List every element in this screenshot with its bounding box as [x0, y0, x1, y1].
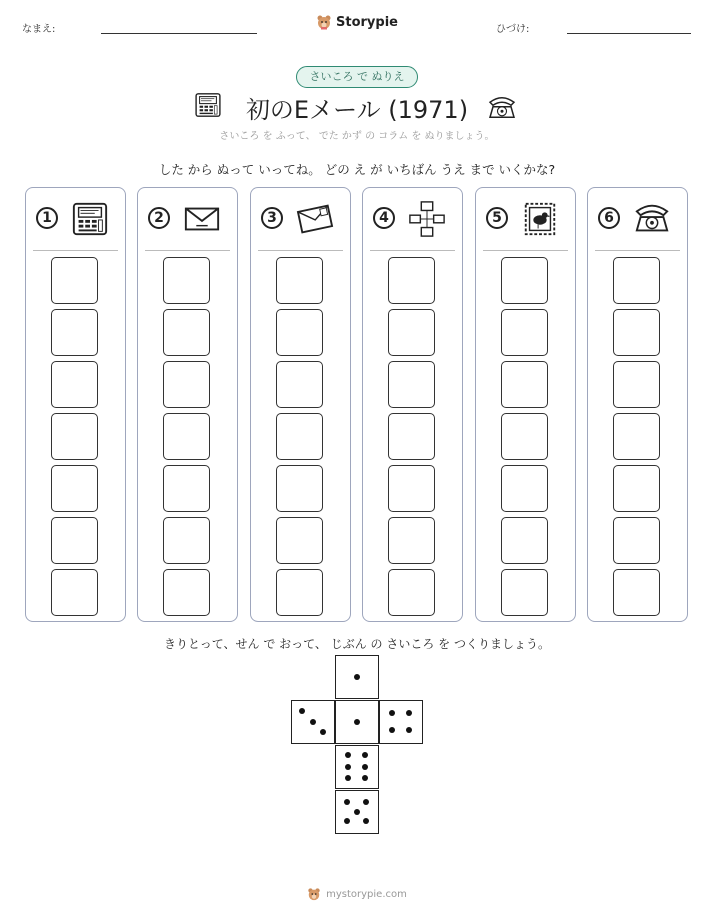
die-pip: [345, 764, 351, 770]
coloring-cell[interactable]: [276, 257, 323, 304]
column-2: [137, 187, 238, 622]
instruction-text: した から ぬって いってね。 どの え が いちばん うえ まで いくかな?: [158, 162, 556, 177]
coloring-cell[interactable]: [51, 517, 98, 564]
coloring-cell[interactable]: [501, 309, 548, 356]
die-pip: [363, 818, 369, 824]
die-pip: [406, 727, 412, 733]
die-pip: [310, 719, 316, 725]
die-pip: [363, 799, 369, 805]
coloring-cell[interactable]: [163, 361, 210, 408]
coloring-cell[interactable]: [163, 569, 210, 616]
coloring-cell[interactable]: [501, 361, 548, 408]
cut-instruction: きりとって、せん で おって、 じぶん の さいころ を つくりましょう。: [164, 637, 550, 651]
column-4: [362, 187, 463, 622]
die-face-5: [335, 790, 379, 834]
coloring-cell[interactable]: [613, 465, 660, 512]
die-pip: [406, 710, 412, 716]
coloring-cell[interactable]: [388, 517, 435, 564]
coloring-cell[interactable]: [51, 309, 98, 356]
column-number: 5: [486, 207, 508, 229]
coloring-cell[interactable]: [501, 257, 548, 304]
column-divider: [145, 250, 230, 251]
bear-mascot-icon: [307, 887, 321, 901]
footer-url[interactable]: mystorypie.com: [326, 888, 407, 900]
column-number: 3: [261, 207, 283, 229]
envelope-icon: [182, 200, 222, 238]
network-computers-icon: [407, 200, 447, 238]
die-pip: [354, 674, 360, 680]
coloring-cell[interactable]: [276, 309, 323, 356]
coloring-cell[interactable]: [501, 413, 548, 460]
rotary-phone-icon: [632, 200, 672, 238]
coloring-cell[interactable]: [276, 517, 323, 564]
coloring-cell[interactable]: [51, 361, 98, 408]
bird-postage-stamp-icon: [520, 200, 560, 238]
die-pip: [354, 719, 360, 725]
column-divider: [483, 250, 568, 251]
die-pip: [320, 729, 326, 735]
column-divider: [258, 250, 343, 251]
coloring-cell[interactable]: [163, 257, 210, 304]
coloring-cell[interactable]: [501, 465, 548, 512]
coloring-cell[interactable]: [388, 465, 435, 512]
die-pip: [345, 775, 351, 781]
coloring-cell[interactable]: [51, 257, 98, 304]
die-pip: [344, 799, 350, 805]
column-5: [475, 187, 576, 622]
die-face-3: [291, 700, 335, 744]
column-number: 2: [148, 207, 170, 229]
subtitle: さいころ を ふって、 でた かず の コラム を ぬりましょう。: [219, 131, 495, 142]
coloring-cell[interactable]: [51, 465, 98, 512]
coloring-cell[interactable]: [276, 361, 323, 408]
die-pip: [362, 764, 368, 770]
coloring-cell[interactable]: [613, 569, 660, 616]
date-field-line[interactable]: [567, 33, 691, 34]
coloring-cell[interactable]: [388, 361, 435, 408]
die-pip: [354, 809, 360, 815]
die-pip: [362, 752, 368, 758]
coloring-cell[interactable]: [163, 517, 210, 564]
coloring-cell[interactable]: [51, 413, 98, 460]
rotary-phone-icon: [487, 93, 517, 119]
date-label: ひづけ:: [496, 24, 530, 35]
coloring-cell[interactable]: [276, 413, 323, 460]
coloring-cell[interactable]: [276, 465, 323, 512]
die-pip: [344, 818, 350, 824]
page-title: 初のEメール (1971): [245, 96, 469, 124]
column-divider: [595, 250, 680, 251]
coloring-cell[interactable]: [388, 257, 435, 304]
column-3: [250, 187, 351, 622]
column-6: [587, 187, 688, 622]
coloring-cell[interactable]: [613, 517, 660, 564]
coloring-cell[interactable]: [388, 309, 435, 356]
die-face-1: [335, 700, 379, 744]
die-pip: [345, 752, 351, 758]
brand-name: Storypie: [336, 14, 398, 30]
name-label: なまえ:: [22, 24, 56, 35]
column-1: [25, 187, 126, 622]
die-pip: [362, 775, 368, 781]
die-face-6: [335, 745, 379, 789]
column-number: 4: [373, 207, 395, 229]
column-number: 6: [598, 207, 620, 229]
coloring-cell[interactable]: [51, 569, 98, 616]
die-face-4: [379, 700, 423, 744]
coloring-cell[interactable]: [501, 569, 548, 616]
column-number: 1: [36, 207, 58, 229]
coloring-cell[interactable]: [388, 569, 435, 616]
bear-mascot-icon: [316, 14, 332, 30]
activity-badge: さいころ で ぬりえ: [296, 66, 418, 88]
coloring-cell[interactable]: [613, 413, 660, 460]
footer: [0, 887, 714, 901]
die-face-1: [335, 655, 379, 699]
computer-terminal-icon: [70, 200, 110, 238]
column-divider: [33, 250, 118, 251]
coloring-cell[interactable]: [613, 309, 660, 356]
coloring-cell[interactable]: [388, 413, 435, 460]
coloring-cell[interactable]: [163, 413, 210, 460]
die-pip: [389, 710, 395, 716]
coloring-cell[interactable]: [613, 257, 660, 304]
name-field-line[interactable]: [101, 33, 257, 34]
coloring-cell[interactable]: [276, 569, 323, 616]
coloring-cell[interactable]: [613, 361, 660, 408]
coloring-cell[interactable]: [163, 309, 210, 356]
coloring-cell[interactable]: [501, 517, 548, 564]
die-pip: [389, 727, 395, 733]
die-pip: [299, 708, 305, 714]
brand-logo: [0, 14, 714, 30]
coloring-cell[interactable]: [163, 465, 210, 512]
stamped-envelope-icon: [295, 200, 335, 238]
column-divider: [370, 250, 455, 251]
